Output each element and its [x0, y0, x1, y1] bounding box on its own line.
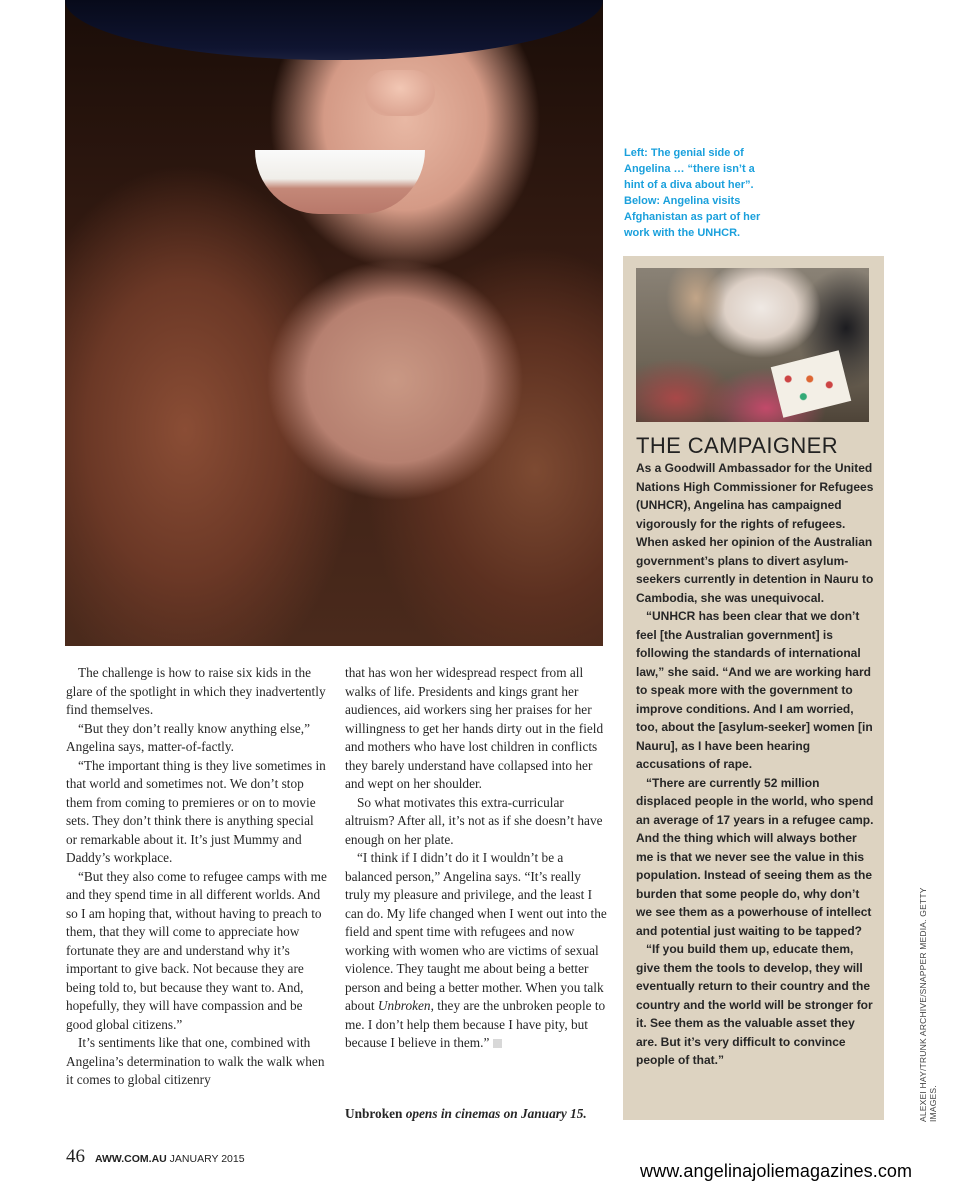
closing-note — [345, 1106, 607, 1122]
film-title: Unbroken — [345, 1106, 403, 1121]
article-paragraph — [345, 849, 607, 1053]
smile-detail — [255, 150, 425, 214]
poster-detail — [771, 350, 852, 417]
caption-line: work with the UNHCR. — [624, 227, 741, 239]
article-column-2 — [345, 664, 607, 1053]
hat-brim — [65, 0, 603, 60]
face-detail — [365, 70, 435, 116]
article-paragraph: “But they also come to refugee camps with me and they spend time in all different worlds. And so I am hoping that, without having to preach to them, that they will come to appreciate how fortunate they are and understand why it’s important to give back. Not because they are being told to, but because they want to. And, hopefully, they will have compassion and be good global citizens.” — [66, 868, 327, 1032]
folio-site: AWW.COM.AU — [95, 1153, 167, 1165]
caption-line: Angelina … “there isn’t a — [624, 163, 755, 175]
sidebar-paragraph: “There are currently 52 million displaced people in the world, who spend an average of 17 years in a refugee camp. And the thing which will always bother me is that we never see the value in this population. Instead of seeing them as the burden that some people do, why don’t we see them as a powerhouse of intellect and potential just waiting to be tapped? — [636, 775, 874, 938]
afghanistan-photo — [636, 268, 869, 422]
article-paragraph: So what motivates this extra-curricular altruism? After all, it’s not as if she doesn’t have enough on her plate. — [345, 794, 603, 847]
sidebar-heading: THE CAMPAIGNER — [636, 433, 838, 458]
caption-line: hint of a diva about her”. — [624, 179, 754, 191]
sidebar-paragraph: “If you build them up, educate them, give them the tools to develop, they will eventually return to their country and the country and the world will be stronger for it. See them as the valuable asset they are. But it’s very difficult to convince people of that.” — [636, 942, 873, 1067]
article-paragraph: The challenge is how to raise six kids in the glare of the spotlight in which they inadvertently find themselves. — [66, 665, 326, 717]
quote-text-end: , they are the unbroken people to me. I don’t help them because I have pity, but because I believe in them.” — [345, 998, 606, 1050]
article-paragraph: that has won her widespread respect from all walks of life. Presidents and kings grant her audiences, aid workers sing her praises for her willingness to get her hands dirty out in the field and mothers who have lost children in conflicts they barely understand have collapsed into her and wept on her shoulder. — [345, 665, 604, 791]
release-note: opens in cinemas on January 15. — [402, 1106, 587, 1121]
photo-caption — [624, 145, 814, 241]
watermark-url[interactable]: www.angelinajoliemagazines.com — [640, 1161, 913, 1181]
article-column-1 — [66, 664, 328, 1090]
end-mark — [493, 1039, 502, 1048]
folio-line — [95, 1153, 245, 1165]
sidebar-paragraph: As a Goodwill Ambassador for the United Nations High Commissioner for Refugees (UNHCR), Angelina has campaigned vigorously for the rights of refugees. When asked her opinion of the Australian government’s plans to divert asylum-seekers currently in detention in Nauru to Cambodia, she was unequivocal. — [636, 461, 874, 605]
film-title: Unbroken — [377, 998, 431, 1013]
page-number: 46 — [66, 1146, 85, 1167]
sidebar-body — [636, 459, 876, 1070]
caption-line: Afghanistan as part of her — [624, 211, 761, 223]
caption-line: Left: The genial side of — [624, 147, 744, 159]
article-paragraph: “But they don’t really know anything else,” Angelina says, matter-of-factly. — [66, 720, 311, 754]
photo-credit: ALEXEI HAY/TRUNK ARCHIVE/SNAPPER MEDIA. GETTY IMAGES. — [918, 887, 938, 1122]
sidebar-paragraph: “UNHCR has been clear that we don’t feel [the Australian government] is following the standards of international law,” she said. “And we are working hard to speak more with the government to improve conditions. And I am worried, too, about the [asylum-seeker] women [in Nauru], as I have been hearing accusations of rape. — [636, 609, 873, 771]
article-paragraph: “The important thing is they live sometimes in that world and sometimes not. We don’t stop them from coming to premieres or on to movie sets. They don’t think there is anything special or remarkable about it. It’s just Mummy and Daddy’s workplace. — [66, 757, 326, 865]
quote-text: “I think if I didn’t do it I wouldn’t be a balanced person,” Angelina says. “It’s really truly my pleasure and privilege, and the least I can do. My life changed when I went out into the field and spent time with refugees and now working with women who are victims of sexual violence. They taught me about being a better person and being a better mother. When you talk about — [345, 850, 607, 1013]
article-paragraph: It’s sentiments like that one, combined with Angelina’s determination to walk the walk when it comes to global citizenry — [66, 1035, 325, 1087]
folio-issue: JANUARY 2015 — [166, 1153, 245, 1165]
caption-line: Below: Angelina visits — [624, 195, 741, 207]
hero-photo — [65, 0, 603, 646]
